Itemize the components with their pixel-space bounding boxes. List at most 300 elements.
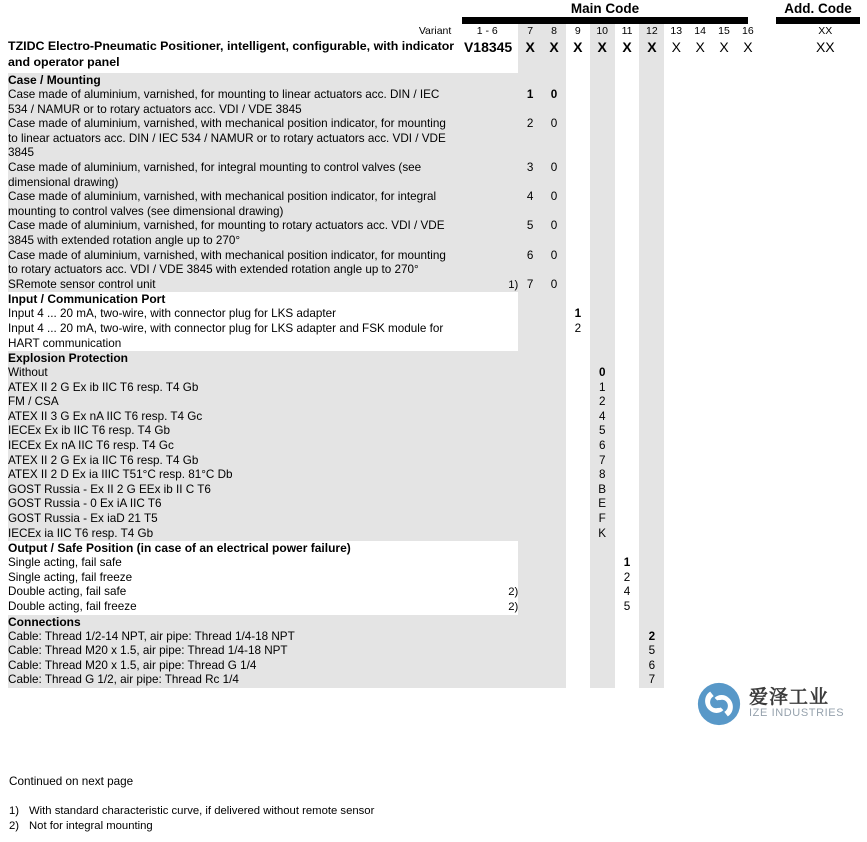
spacer-cell <box>736 673 760 688</box>
option-footnote-marker <box>456 556 518 571</box>
main-code-banner-label: Main Code <box>570 1 640 16</box>
option-description: Cable: Thread 1/2-14 NPT, air pipe: Thread 1/4-18 NPT <box>8 630 456 645</box>
option-code-value: F <box>590 512 615 527</box>
spacer-cell <box>664 483 688 498</box>
spacer-cell <box>712 541 736 556</box>
spacer-cell <box>712 454 736 469</box>
option-row[interactable] <box>8 395 867 410</box>
grid-gap <box>760 541 784 556</box>
spacer-cell <box>566 483 590 498</box>
spacer-cell <box>542 615 566 630</box>
spacer-cell <box>590 541 615 556</box>
spacer-cell <box>590 249 615 278</box>
add-code-cell <box>784 571 867 586</box>
spacer-cell <box>639 219 664 248</box>
spacer-cell <box>615 630 640 645</box>
option-footnote-marker <box>456 497 518 512</box>
col-header-12: 12 <box>639 24 664 39</box>
option-row[interactable] <box>8 527 867 542</box>
ize-logo-icon <box>697 682 741 726</box>
spacer-cell <box>566 410 590 425</box>
option-description: Case made of aluminium, varnished, for mounting to linear actuators acc. DIN / IEC 534 / NAMUR or to rotary actuators acc. VDI / VDE 3845 <box>8 88 456 117</box>
grid-gap <box>760 190 784 219</box>
option-row[interactable] <box>8 439 867 454</box>
spacer-cell <box>664 454 688 469</box>
spacer-cell <box>566 659 590 674</box>
option-code-value: 0 <box>542 219 566 248</box>
spacer-cell <box>566 366 590 381</box>
add-code-cell <box>784 366 867 381</box>
grid-gap <box>760 659 784 674</box>
spacer-cell <box>688 644 712 659</box>
section-heading-row <box>8 615 867 630</box>
spacer-cell <box>736 468 760 483</box>
section-heading-row <box>8 351 867 366</box>
option-row[interactable] <box>8 322 867 351</box>
spacer-cell <box>590 585 615 600</box>
add-code-cell <box>784 630 867 645</box>
spacer-cell <box>639 454 664 469</box>
option-row[interactable] <box>8 571 867 586</box>
option-footnote-marker <box>456 249 518 278</box>
spacer-cell <box>639 439 664 454</box>
x-mark-9: X <box>566 39 590 73</box>
spacer-cell <box>736 630 760 645</box>
option-code-value: 2 <box>566 322 590 351</box>
spacer-cell <box>688 424 712 439</box>
spacer-cell <box>542 381 566 396</box>
spacer-cell <box>566 541 590 556</box>
grid-gap <box>760 468 784 483</box>
spacer-cell <box>615 292 640 307</box>
option-row[interactable] <box>8 483 867 498</box>
spacer-cell <box>566 571 590 586</box>
spacer-cell <box>688 468 712 483</box>
option-description: Double acting, fail freeze <box>8 600 456 615</box>
spacer-cell <box>664 556 688 571</box>
grid-gap <box>760 366 784 381</box>
spacer-cell <box>615 659 640 674</box>
x-mark-7: X <box>518 39 542 73</box>
option-row[interactable] <box>8 454 867 469</box>
col-header-8: 8 <box>542 24 566 39</box>
section-heading-row <box>8 73 867 88</box>
add-code-cell <box>784 556 867 571</box>
option-row[interactable] <box>8 556 867 571</box>
spacer-cell <box>736 73 760 88</box>
grid-gap <box>760 322 784 351</box>
option-code-value: 2 <box>615 571 640 586</box>
option-description: IECEx Ex ib IIC T6 resp. T4 Gb <box>8 424 456 439</box>
grid-gap <box>760 249 784 278</box>
option-row[interactable] <box>8 585 867 600</box>
spacer-cell <box>639 117 664 161</box>
spacer-cell <box>566 424 590 439</box>
option-code-value: 2 <box>590 395 615 410</box>
spacer-cell <box>639 468 664 483</box>
spacer-cell <box>712 351 736 366</box>
grid-gap <box>760 24 784 39</box>
x-mark-8: X <box>542 39 566 73</box>
option-row[interactable] <box>8 190 867 219</box>
spacer-cell <box>639 88 664 117</box>
option-code-value: 0 <box>542 117 566 161</box>
option-code-value: 2 <box>639 630 664 645</box>
spacer-cell <box>566 249 590 278</box>
spacer-cell <box>688 117 712 161</box>
spacer-cell <box>590 556 615 571</box>
x-mark-14: X <box>688 39 712 73</box>
spacer-cell <box>736 292 760 307</box>
option-code-value: 3 <box>518 161 542 190</box>
spacer-cell <box>518 615 542 630</box>
spacer-cell <box>639 585 664 600</box>
spacer-cell <box>688 249 712 278</box>
watermark <box>697 680 857 734</box>
spacer-cell <box>542 468 566 483</box>
grid-gap <box>760 527 784 542</box>
spacer-cell <box>542 395 566 410</box>
option-description: Case made of aluminium, varnished, for integral mounting to control valves (see dimensional drawing) <box>8 161 456 190</box>
spacer-cell <box>736 366 760 381</box>
spacer-cell <box>736 644 760 659</box>
variant-code: V18345 <box>456 39 518 73</box>
option-code-value: 5 <box>518 219 542 248</box>
spacer-cell <box>736 249 760 278</box>
spacer-cell <box>712 497 736 512</box>
spacer-cell <box>518 410 542 425</box>
add-code-cell <box>784 644 867 659</box>
option-row[interactable] <box>8 117 867 161</box>
option-row[interactable] <box>8 659 867 674</box>
grid-gap <box>760 630 784 645</box>
spacer-cell <box>542 673 566 688</box>
section-heading: Explosion Protection <box>8 351 456 366</box>
spacer-cell <box>518 497 542 512</box>
add-code-cell <box>784 468 867 483</box>
spacer-cell <box>736 659 760 674</box>
option-description: IECEx ia IIC T6 resp. T4 Gb <box>8 527 456 542</box>
spacer-cell <box>518 439 542 454</box>
option-code-value: 5 <box>615 600 640 615</box>
spacer-cell <box>566 615 590 630</box>
option-description: FM / CSA <box>8 395 456 410</box>
grid-gap <box>760 351 784 366</box>
spacer-cell <box>615 439 640 454</box>
spacer-cell <box>566 117 590 161</box>
option-description: Input 4 ... 20 mA, two-wire, with connector plug for LKS adapter <box>8 307 456 322</box>
spacer-cell <box>456 351 518 366</box>
spacer-cell <box>566 527 590 542</box>
spacer-cell <box>712 117 736 161</box>
spacer-cell <box>566 497 590 512</box>
spacer-cell <box>639 600 664 615</box>
footnote-2-text: Not for integral mounting <box>29 820 153 832</box>
spacer-cell <box>712 659 736 674</box>
spacer-cell <box>688 483 712 498</box>
option-code-value: 6 <box>518 249 542 278</box>
option-footnote-marker <box>456 468 518 483</box>
footnote-1-num: 1) <box>9 805 20 817</box>
option-description: Single acting, fail safe <box>8 556 456 571</box>
spacer-cell <box>712 439 736 454</box>
section-heading-row <box>8 541 867 556</box>
spacer-cell <box>566 673 590 688</box>
option-code-value: 6 <box>639 659 664 674</box>
spacer-cell <box>736 307 760 322</box>
spacer-cell <box>639 73 664 88</box>
spacer-cell <box>664 630 688 645</box>
option-row[interactable] <box>8 673 867 688</box>
spacer-cell <box>664 117 688 161</box>
col-header-9: 9 <box>566 24 590 39</box>
spacer-cell <box>590 117 615 161</box>
option-row[interactable] <box>8 249 867 278</box>
add-code-banner-label: Add. Code <box>784 1 852 16</box>
add-code-cell <box>784 190 867 219</box>
spacer-cell <box>590 571 615 586</box>
spacer-cell <box>518 585 542 600</box>
option-description: Double acting, fail safe <box>8 585 456 600</box>
spacer-cell <box>712 556 736 571</box>
option-code-value: 8 <box>590 468 615 483</box>
option-code-value: 0 <box>542 190 566 219</box>
option-description: GOST Russia - 0 Ex iA IIC T6 <box>8 497 456 512</box>
add-code-cell <box>784 615 867 630</box>
watermark-chinese: 爱泽工业 <box>749 686 830 708</box>
spacer-cell <box>590 659 615 674</box>
option-description: ATEX II 2 D Ex ia IIIC T51°C resp. 81°C Db <box>8 468 456 483</box>
option-footnote-marker <box>456 366 518 381</box>
spacer-cell <box>664 497 688 512</box>
option-row[interactable] <box>8 644 867 659</box>
spacer-cell <box>518 322 542 351</box>
spacer-cell <box>688 527 712 542</box>
spacer-cell <box>518 395 542 410</box>
option-row[interactable] <box>8 630 867 645</box>
grid-gap <box>760 39 784 73</box>
spacer-cell <box>590 615 615 630</box>
col-header-11: 11 <box>615 24 640 39</box>
option-footnote-marker <box>456 395 518 410</box>
option-description: Without <box>8 366 456 381</box>
option-row[interactable] <box>8 307 867 322</box>
option-footnote-marker <box>456 424 518 439</box>
spacer-cell <box>736 527 760 542</box>
spacer-cell <box>542 292 566 307</box>
option-row[interactable] <box>8 468 867 483</box>
section-heading-row <box>8 292 867 307</box>
add-code-cell <box>784 585 867 600</box>
spacer-cell <box>664 249 688 278</box>
spacer-cell <box>736 512 760 527</box>
grid-gap <box>760 117 784 161</box>
spacer-cell <box>566 351 590 366</box>
spacer-cell <box>566 439 590 454</box>
spacer-cell <box>664 322 688 351</box>
spacer-cell <box>688 585 712 600</box>
column-header-row <box>8 24 867 39</box>
spacer-cell <box>712 249 736 278</box>
option-description: IECEx Ex nA IIC T6 resp. T4 Gc <box>8 439 456 454</box>
add-code-cell <box>784 249 867 278</box>
spacer-cell <box>566 190 590 219</box>
spacer-cell <box>615 483 640 498</box>
spacer-cell <box>518 527 542 542</box>
spacer-cell <box>712 644 736 659</box>
option-code-value: 5 <box>590 424 615 439</box>
spacer-cell <box>615 88 640 117</box>
spacer-cell <box>712 395 736 410</box>
spacer-cell <box>639 497 664 512</box>
add-code-cell <box>784 395 867 410</box>
spacer-cell <box>639 483 664 498</box>
option-row[interactable] <box>8 366 867 381</box>
grid-gap <box>760 483 784 498</box>
product-add-code: XX <box>784 39 867 73</box>
option-footnote-marker <box>456 659 518 674</box>
grid-gap <box>760 307 784 322</box>
spacer-cell <box>615 249 640 278</box>
option-footnote-marker <box>456 219 518 248</box>
spacer-cell <box>688 439 712 454</box>
spacer-cell <box>712 366 736 381</box>
spacer-cell <box>518 630 542 645</box>
grid-gap <box>760 512 784 527</box>
spacer-cell <box>664 571 688 586</box>
spacer-cell <box>518 673 542 688</box>
spacer-cell <box>736 88 760 117</box>
grid-gap <box>760 395 784 410</box>
spacer-cell <box>664 73 688 88</box>
option-description: SRemote sensor control unit <box>8 278 456 293</box>
add-code-cell <box>784 88 867 117</box>
grid-gap <box>760 585 784 600</box>
add-code-cell <box>784 381 867 396</box>
option-row[interactable] <box>8 278 867 293</box>
spacer-cell <box>712 292 736 307</box>
option-code-value: 1 <box>590 381 615 396</box>
spacer-cell <box>566 292 590 307</box>
option-row[interactable] <box>8 424 867 439</box>
variant-label: Variant <box>8 24 456 39</box>
option-footnote-marker <box>456 673 518 688</box>
spacer-cell <box>518 351 542 366</box>
option-description: Cable: Thread M20 x 1.5, air pipe: Thread G 1/4 <box>8 659 456 674</box>
spacer-cell <box>566 600 590 615</box>
spacer-cell <box>664 659 688 674</box>
option-code-value: 1 <box>566 307 590 322</box>
spacer-cell <box>542 307 566 322</box>
add-code-cell <box>784 512 867 527</box>
spacer-cell <box>615 541 640 556</box>
spacer-cell <box>688 659 712 674</box>
spacer-cell <box>542 322 566 351</box>
spacer-cell <box>688 497 712 512</box>
spacer-cell <box>518 659 542 674</box>
spacer-cell <box>456 73 518 88</box>
spacer-cell <box>518 541 542 556</box>
option-code-value: 7 <box>639 673 664 688</box>
option-code-value: 4 <box>615 585 640 600</box>
spacer-cell <box>590 161 615 190</box>
spacer-cell <box>639 541 664 556</box>
option-row[interactable] <box>8 512 867 527</box>
grid-gap <box>760 410 784 425</box>
spacer-cell <box>712 527 736 542</box>
spacer-cell <box>712 585 736 600</box>
option-description: Case made of aluminium, varnished, with mechanical position indicator, for mounting to linear actuators acc. DIN / IEC 534 / NAMUR or to rotary actuators acc. VDI / VDE 3845 <box>8 117 456 161</box>
spacer-cell <box>664 644 688 659</box>
spacer-cell <box>688 512 712 527</box>
spacer-cell <box>712 73 736 88</box>
grid-gap <box>760 219 784 248</box>
spacer-cell <box>615 673 640 688</box>
add-code-cell <box>784 497 867 512</box>
add-code-cell <box>784 292 867 307</box>
spacer-cell <box>736 410 760 425</box>
option-code-value: 7 <box>518 278 542 293</box>
spacer-cell <box>736 381 760 396</box>
option-footnote-marker <box>456 307 518 322</box>
spacer-cell <box>688 190 712 219</box>
spacer-cell <box>542 512 566 527</box>
option-row[interactable] <box>8 219 867 248</box>
section-heading: Output / Safe Position (in case of an electrical power failure) <box>8 541 456 556</box>
banner-row <box>0 0 867 24</box>
option-row[interactable] <box>8 410 867 425</box>
spacer-cell <box>664 541 688 556</box>
option-row[interactable] <box>8 88 867 117</box>
spacer-cell <box>712 571 736 586</box>
option-row[interactable] <box>8 381 867 396</box>
x-mark-10: X <box>590 39 615 73</box>
spacer-cell <box>518 424 542 439</box>
spacer-cell <box>590 307 615 322</box>
spacer-cell <box>615 381 640 396</box>
grid-gap <box>760 571 784 586</box>
spacer-cell <box>518 468 542 483</box>
option-row[interactable] <box>8 161 867 190</box>
spacer-cell <box>456 541 518 556</box>
spacer-cell <box>736 556 760 571</box>
spacer-cell <box>542 556 566 571</box>
spacer-cell <box>615 73 640 88</box>
spacer-cell <box>518 381 542 396</box>
product-title: TZIDC Electro-Pneumatic Positioner, intelligent, configurable, with indicator and operator panel <box>8 39 456 73</box>
spacer-cell <box>639 292 664 307</box>
option-footnote-marker <box>456 410 518 425</box>
spacer-cell <box>639 381 664 396</box>
option-row[interactable] <box>8 497 867 512</box>
add-code-cell <box>784 278 867 293</box>
spacer-cell <box>736 571 760 586</box>
grid-gap <box>760 161 784 190</box>
spacer-cell <box>688 556 712 571</box>
grid-gap <box>760 497 784 512</box>
spacer-cell <box>688 278 712 293</box>
spacer-cell <box>712 307 736 322</box>
option-row[interactable] <box>8 600 867 615</box>
order-code-table <box>8 24 867 688</box>
spacer-cell <box>639 410 664 425</box>
grid-gap <box>760 615 784 630</box>
spacer-cell <box>688 322 712 351</box>
spacer-cell <box>542 410 566 425</box>
x-mark-15: X <box>712 39 736 73</box>
spacer-cell <box>518 307 542 322</box>
option-code-value: B <box>590 483 615 498</box>
